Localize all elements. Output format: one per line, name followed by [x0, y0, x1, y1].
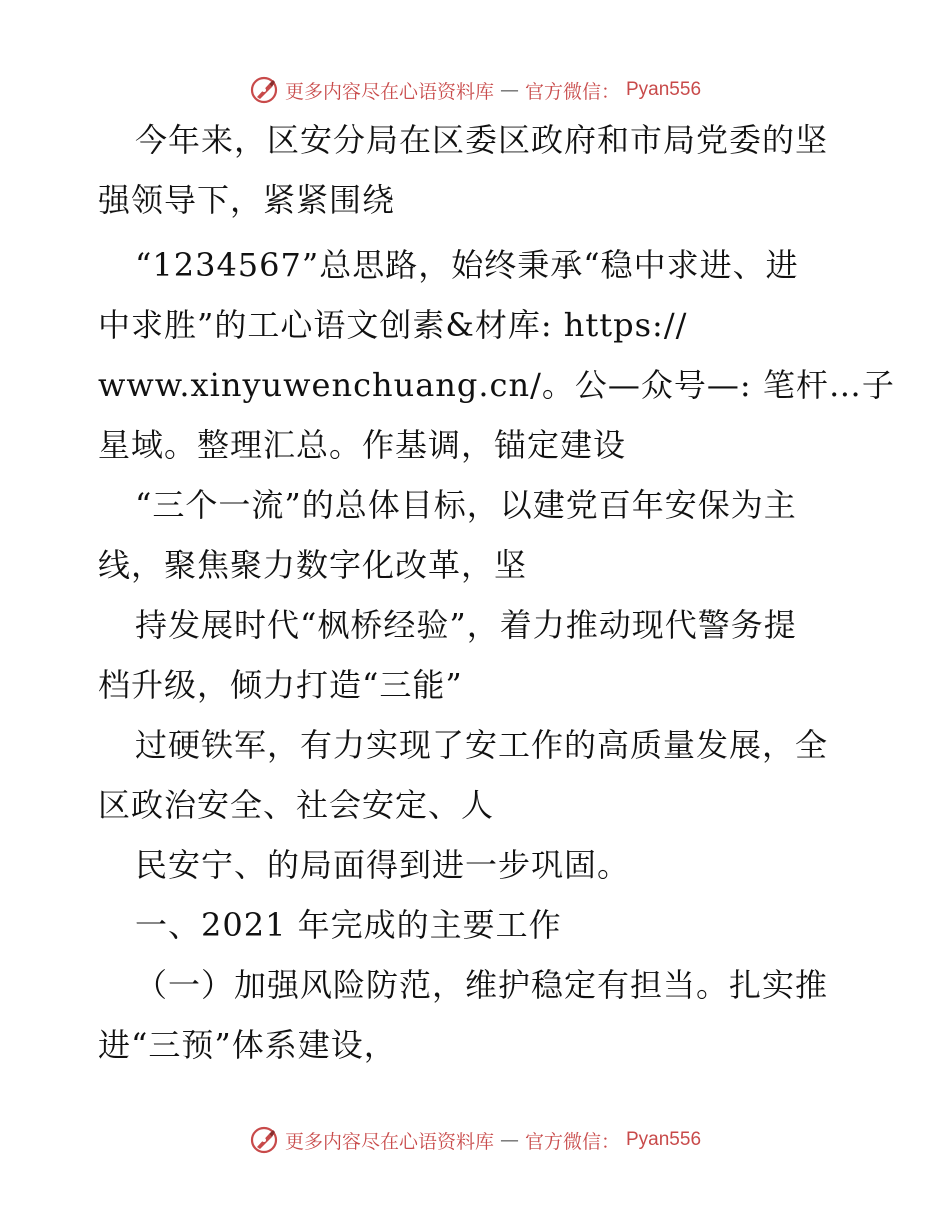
- text-line: 过硬铁军，有力实现了安工作的高质量发展，全: [135, 726, 829, 764]
- banner-wechat-id: Pyan556: [626, 1129, 702, 1150]
- header-banner: [0, 70, 950, 110]
- text-line: 进“三预”体系建设，: [98, 1026, 397, 1064]
- banner-wechat-id: Pyan556: [626, 79, 702, 100]
- text-line: 中求胜”的工心语文创素&材库: https://: [98, 306, 688, 344]
- banner-wechat-label: 官方微信：: [524, 1130, 620, 1153]
- banner-dash: —: [499, 1129, 519, 1151]
- text-line: “三个一流”的总体目标，以建党百年安保为主: [135, 486, 797, 524]
- banner-dash: —: [499, 79, 519, 101]
- text-line: 持发展时代“枫桥经验”，着力推动现代警务提: [135, 606, 797, 644]
- section-heading: 一、2021 年完成的主要工作: [135, 906, 562, 944]
- text-line: 线，聚焦聚力数字化改革，坚: [98, 546, 528, 584]
- text-line: 强领导下，紧紧围绕: [98, 181, 396, 219]
- footer-banner: [0, 1120, 950, 1160]
- text-line: “1234567”总思路，始终秉承“稳中求进、进: [135, 246, 799, 284]
- text-line: 民安宁、的局面得到进一步巩固。: [135, 846, 631, 884]
- text-line: 星域。整理汇总。作基调，锚定建设: [98, 426, 627, 464]
- header-banner-content: [249, 75, 701, 105]
- text-line: www.xinyuwenchuang.cn/。公—众号—: 笔杆…子: [98, 366, 895, 404]
- text-line: （一）加强风险防范，维护稳定有担当。扎实推: [135, 966, 829, 1004]
- text-line: 档升级，倾力打造“三能”: [98, 666, 463, 704]
- banner-brand-text: 更多内容尽在心语资料库: [284, 1130, 494, 1153]
- footer-banner-content: [249, 1125, 701, 1155]
- text-line: 今年来，区安分局在区委区政府和市局党委的坚: [135, 121, 829, 159]
- banner-wechat-label: 官方微信：: [524, 80, 620, 103]
- quill-logo-icon: [249, 75, 279, 105]
- text-line: 区政治安全、社会安定、人: [98, 786, 495, 824]
- quill-logo-icon: [249, 1125, 279, 1155]
- banner-brand-text: 更多内容尽在心语资料库: [284, 80, 494, 103]
